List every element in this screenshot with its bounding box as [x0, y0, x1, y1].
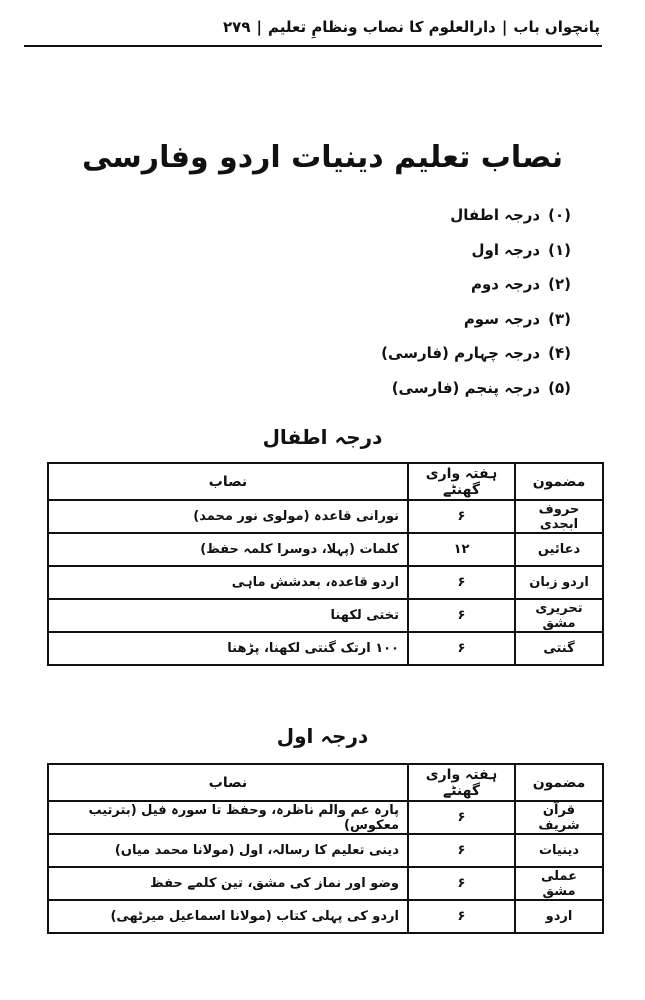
hours-cell: ۶ — [408, 599, 515, 632]
list-item: (۵)درجہ پنجم (فارسی) — [391, 378, 571, 397]
header-rule — [24, 45, 602, 47]
table-header-row — [48, 463, 603, 500]
syllabus-cell: دینی تعلیم کا رسالہ، اول (مولانا محمد میاں) — [48, 834, 408, 867]
column-header-hours: ہفتہ واری گھنٹے — [408, 764, 515, 801]
subject-cell: گنتی — [515, 632, 603, 665]
subject-cell: قرآن شریف — [515, 801, 603, 834]
table-row — [48, 900, 603, 933]
syllabus-cell: وضو اور نماز کی مشق، تین کلمے حفظ — [48, 867, 408, 900]
hours-cell: ۶ — [408, 632, 515, 665]
column-header-subject: مضمون — [515, 764, 603, 801]
subject-cell: تحریری مشق — [515, 599, 603, 632]
subject-cell: حروف ابجدی — [515, 500, 603, 533]
list-item: (۴)درجہ چہارم (فارسی) — [381, 344, 571, 362]
hours-cell: ۶ — [408, 801, 515, 834]
hours-cell: ۶ — [408, 834, 515, 867]
table-row — [48, 533, 603, 566]
syllabus-cell: اردو کی پہلی کتاب (مولانا اسماعیل میرٹھی) — [48, 900, 408, 933]
column-header-syllabus: نصاب — [48, 764, 408, 801]
table-row — [48, 834, 603, 867]
column-header-syllabus: نصاب — [48, 463, 408, 500]
list-item: (۳)درجہ سوم — [463, 309, 571, 328]
subject-cell: اردو — [515, 900, 603, 933]
subject-cell: اردو زبان — [515, 566, 603, 599]
table-row — [48, 599, 603, 632]
chapter-label: پانچواں باب — [513, 18, 600, 36]
section-heading-awwal: درجہ اول — [276, 724, 369, 748]
table-row — [48, 500, 603, 533]
page-title: نصاب تعلیم دینیات اردو وفارسی — [81, 140, 564, 175]
syllabus-cell: ۱۰۰ ارتک گنتی لکھنا، پڑھنا — [48, 632, 408, 665]
subject-cell: عملی مشق — [515, 867, 603, 900]
header-separator: | — [501, 18, 508, 36]
table-row — [48, 566, 603, 599]
syllabus-cell: نورانی قاعدہ (مولوی نور محمد) — [48, 500, 408, 533]
hours-cell: ۶ — [408, 566, 515, 599]
column-header-hours: ہفتہ واری گھنٹے — [408, 463, 515, 500]
syllabus-cell: کلمات (پہلا، دوسرا کلمہ حفظ) — [48, 533, 408, 566]
list-item: (۲)درجہ دوم — [470, 275, 571, 293]
curriculum-table-atfal — [47, 462, 604, 666]
hours-cell: ۱۲ — [408, 533, 515, 566]
hours-cell: ۶ — [408, 867, 515, 900]
column-header-subject: مضمون — [515, 463, 603, 500]
list-item: (۱)درجہ اول — [471, 240, 571, 259]
section-heading-atfal: درجہ اطفال — [262, 425, 383, 449]
syllabus-cell: پارہ عم والم ناظرہ، وحفظ تا سورہ فیل (بترتیب معکوس) — [48, 801, 408, 834]
header-separator: | — [256, 18, 262, 36]
page-number: ۲۷۹ — [223, 18, 251, 36]
syllabus-cell: تختی لکھنا — [48, 599, 408, 632]
hours-cell: ۶ — [408, 900, 515, 933]
levels-list — [381, 200, 571, 407]
subject-cell: دعائیں — [515, 533, 603, 566]
table-row — [48, 632, 603, 665]
list-item: (۰)درجہ اطفال — [450, 206, 571, 224]
table-row — [48, 801, 603, 834]
chapter-title: دارالعلوم کا نصاب ونظامِ تعلیم — [267, 18, 496, 36]
subject-cell: دینیات — [515, 834, 603, 867]
table-row — [48, 867, 603, 900]
running-header — [24, 12, 600, 42]
table-header-row — [48, 764, 603, 801]
hours-cell: ۶ — [408, 500, 515, 533]
curriculum-table-awwal — [47, 763, 604, 934]
syllabus-cell: اردو قاعدہ، بعدشش ماہی — [48, 566, 408, 599]
